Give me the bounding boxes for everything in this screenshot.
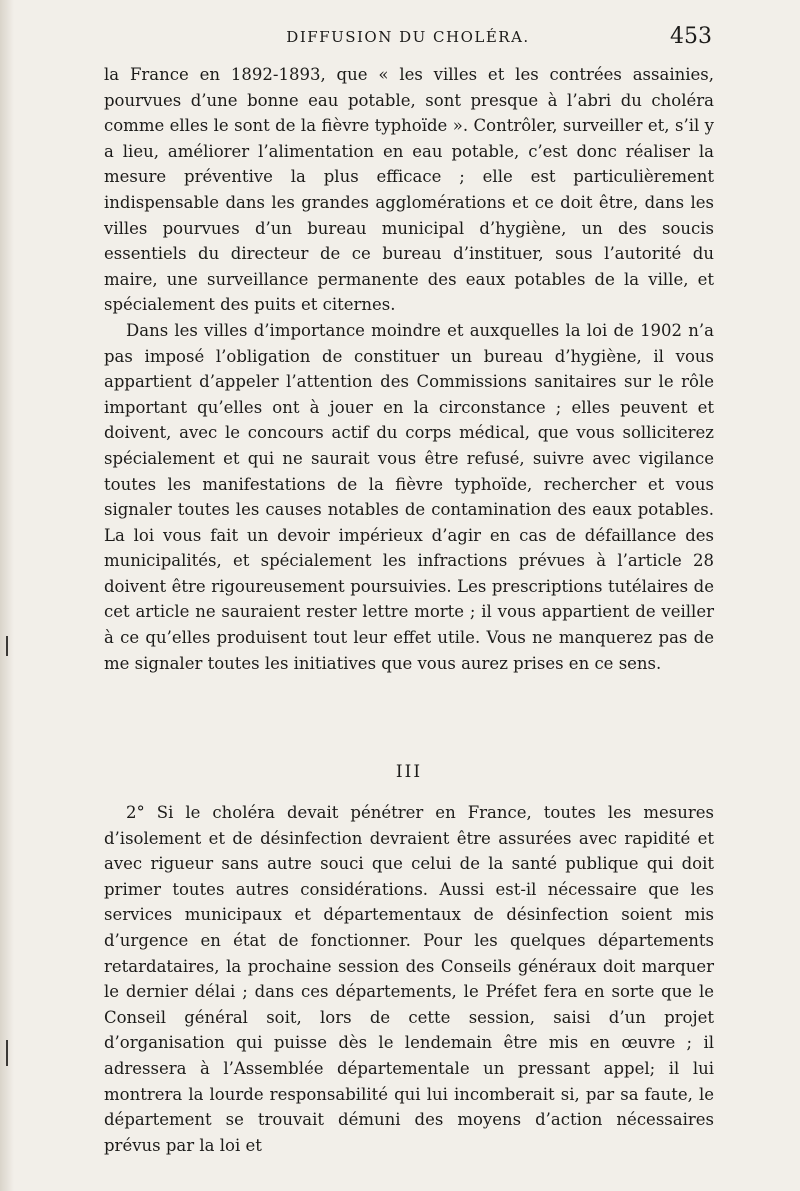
section-body-text <box>104 800 714 1158</box>
scan-edge-mark <box>6 636 8 656</box>
page-gutter-shadow <box>0 0 14 1191</box>
section-heading: III <box>395 762 423 782</box>
scan-edge-mark <box>6 1040 8 1066</box>
paragraph: 2° Si le choléra devait pénétrer en France, toutes les mesures d’isolement et de désinfection devraient être assurées avec rapidité et avec rigueur sans autre souci que celui de la santé publique qui doit primer toutes autres considérations. Aussi est-il nécessaire que les services municipaux et départementaux de désinfection soient mis d’urgence en état de fonctionner. Pour les quelques départements retardataires, la prochaine session des Conseils généraux doit marquer le dernier délai ; dans ces départements, le Préfet fera en sorte que le Conseil général soit, lors de cette session, saisi d’un projet d’organisation qui puisse dès le lendemain être mis en œuvre ; il adressera à l’Assemblée départementale un pressant appel; il lui montrera la lourde responsabilité qui lui incomberait si, par sa faute, le département se trouvait démuni des moyens d’action nécessaires prévus par la loi et <box>104 803 714 1155</box>
paragraph-continued: la France en 1892-1893, que « les villes et les contrées assainies, pourvues d’une bonne eau potable, sont presque à l’abri du choléra comme elles le sont de la fièvre typhoïde ». Contrôler, surveiller et, s’il y a lieu, améliorer l’alimentation en eau potable, c’est donc réaliser la mesure préventive la plus efficace ; elle est particulièrement indispensable dans les grandes agglomérations et ce doit être, dans les villes pourvues d’un bureau municipal d’hygiène, un des soucis essentiels du directeur de ce bureau d’instituer, sous l’autorité du maire, une surveillance permanente des eaux potables de la ville, et spécialement des puits et citernes. <box>104 65 714 315</box>
page-number: 453 <box>670 24 712 49</box>
running-header <box>104 24 712 54</box>
body-text <box>104 62 714 676</box>
running-title: DIFFUSION DU CHOLÉRA. <box>286 28 530 46</box>
paragraph: Dans les villes d’importance moindre et auxquelles la loi de 1902 n’a pas imposé l’obligation de constituer un bureau d’hygiène, il vous appartient d’appeler l’attention des Commissions sanitaires sur le rôle important qu’elles ont à jouer en la circonstance ; elles peuvent et doivent, avec le concours actif du corps médical, que vous solliciterez spécialement et qui ne saurait vous être refusé, suivre avec vigilance toutes les manifestations de la fièvre typhoïde, rechercher et vous signaler toutes les causes notables de contamination des eaux potables. La loi vous fait un devoir impérieux d’agir en cas de défaillance des municipalités, et spécialement les infractions prévues à l’article 28 doivent être rigoureusement poursuivies. Les prescriptions tutélaires de cet article ne sauraient rester lettre morte ; il vous appartient de veiller à ce qu’elles produisent tout leur effet utile. Vous ne manquerez pas de me signaler toutes les initiatives que vous aurez prises en ce sens. <box>104 320 714 673</box>
